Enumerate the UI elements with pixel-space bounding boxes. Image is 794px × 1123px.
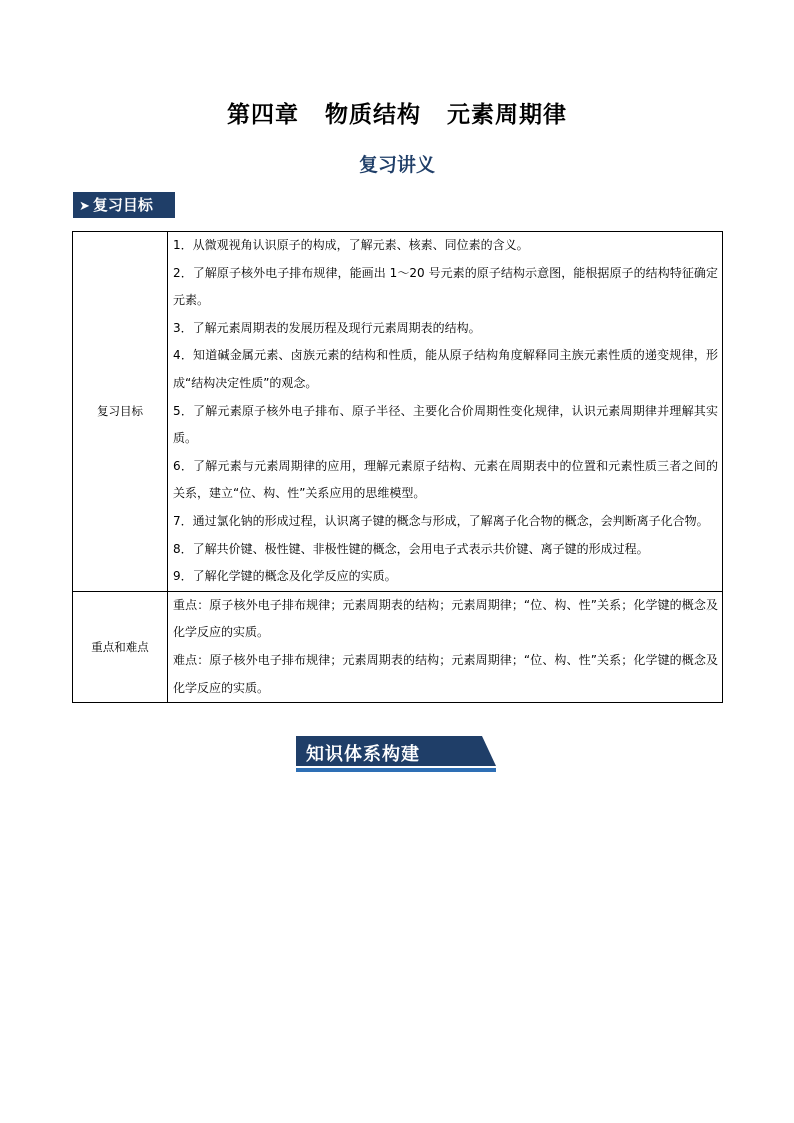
knowledge-system-banner [296,736,496,774]
goals-list [168,232,723,592]
section-tag-label: 复习目标 [92,196,153,214]
goal-item: 2．了解原子核外电子排布规律，能画出 1～20 号元素的原子结构示意图，能根据原子的结构特征确定元素。 [173,265,718,308]
goal-item: 4．知道碱金属元素、卤族元素的结构和性质，能从原子结构角度解释同主族元素性质的递变规律，形成“结构决定性质”的观念。 [173,348,718,390]
page-title [0,96,794,129]
review-goals-table [72,231,723,703]
title-topic-2: 元素周期律 [447,102,567,128]
goal-item: 5．了解元素原子核外电子排布、原子半径、主要化合价周期性变化规律，认识元素周期律并理解其实质。 [173,403,718,446]
row-label-key-difficult: 重点和难点 [73,591,168,702]
key-difficult-content [168,591,723,702]
goal-item: 6．了解元素与元素周期律的应用，理解元素原子结构、元素在周期表中的位置和元素性质三者之间的关系，建立“位、构、性”关系应用的思维模型。 [173,458,718,501]
arrow-right-icon: ➤ [79,199,90,214]
key-points-text: 重点：原子核外电子排布规律；元素周期表的结构；元素周期律；“位、构、性”关系；化学键的概念及化学反应的实质。 [173,597,718,640]
goal-item: 9．了解化学键的概念及化学反应的实质。 [173,569,397,584]
goal-item: 8．了解共价键、极性键、非极性键的概念，会用电子式表示共价键、离子键的形成过程。 [173,541,649,556]
title-topic-1: 物质结构 [325,102,421,128]
banner-label: 知识体系构建 [306,744,420,765]
difficulties-text: 难点：原子核外电子排布规律；元素周期表的结构；元素周期律；“位、构、性”关系；化学键的概念及化学反应的实质。 [173,652,718,695]
table-row-goals [73,232,723,592]
goal-item: 3．了解元素周期表的发展历程及现行元素周期表的结构。 [173,320,481,335]
title-chapter: 第四章 [227,102,299,128]
page-subtitle: 复习讲义 [358,154,435,176]
table-row-key-difficult [73,591,723,702]
goal-item: 7．通过氯化钠的形成过程，认识离子键的概念与形成，了解离子化合物的概念，会判断离子化合物。 [173,513,709,528]
section-tag-review-goals [73,192,175,218]
goal-item: 1．从微观视角认识原子的构成，了解元素、核素、同位素的含义。 [173,238,529,252]
row-label-goals: 复习目标 [73,232,168,592]
